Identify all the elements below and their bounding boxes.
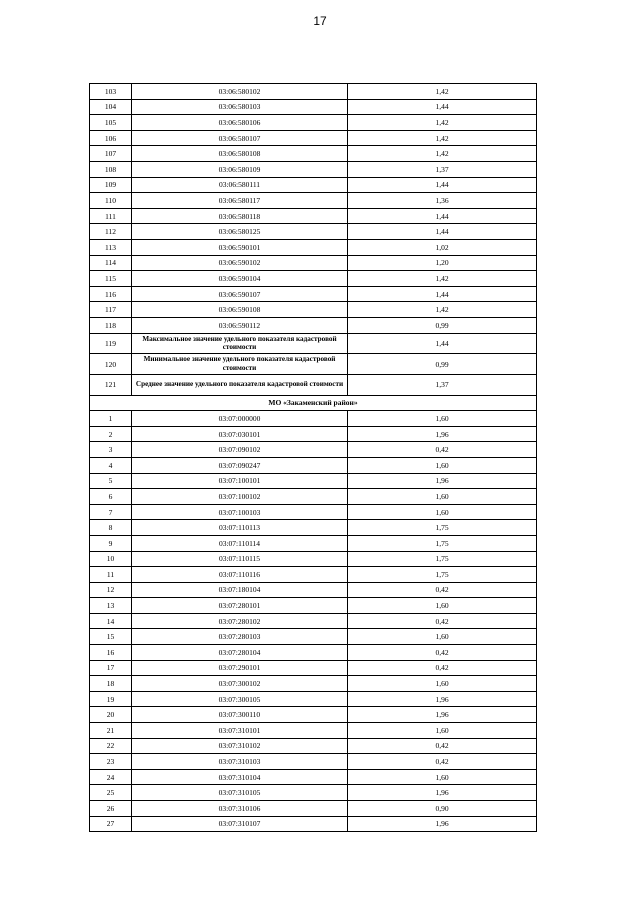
row-number: 120 [90,354,132,375]
table-row [90,504,537,520]
row-number: 16 [90,645,132,661]
cadastral-value: 1,02 [348,239,537,255]
table-row [90,489,537,505]
cadastral-value: 1,44 [348,224,537,240]
cadastral-value: 1,37 [348,161,537,177]
table-row [90,161,537,177]
table-row [90,302,537,318]
cadastral-value: 1,96 [348,785,537,801]
row-number: 111 [90,208,132,224]
cadastral-value: 0,42 [348,738,537,754]
table-row [90,691,537,707]
row-number: 114 [90,255,132,271]
cadastral-value: 1,75 [348,567,537,583]
row-number: 11 [90,567,132,583]
row-number: 8 [90,520,132,536]
cadastral-value: 1,42 [348,84,537,100]
table-row [90,769,537,785]
cadastral-value: 1,96 [348,426,537,442]
table-row [90,645,537,661]
row-number: 106 [90,130,132,146]
summary-row [90,354,537,375]
cadastral-value: 1,96 [348,816,537,832]
row-number: 105 [90,115,132,131]
cadastral-number: 03:06:580125 [132,224,348,240]
table-row [90,598,537,614]
cadastral-number: 03:06:590108 [132,302,348,318]
row-number: 107 [90,146,132,162]
row-number: 7 [90,504,132,520]
row-number: 9 [90,535,132,551]
table-row [90,520,537,536]
row-number: 110 [90,193,132,209]
cadastral-number: 03:07:110113 [132,520,348,536]
cadastral-value: 1,42 [348,146,537,162]
cadastral-value: 1,44 [348,99,537,115]
cadastral-number: 03:07:110116 [132,567,348,583]
row-number: 25 [90,785,132,801]
table-row [90,613,537,629]
table-row [90,224,537,240]
row-number: 4 [90,457,132,473]
cadastral-number: 03:06:580111 [132,177,348,193]
table-row [90,457,537,473]
summary-value: 1,44 [348,333,537,354]
cadastral-value: 1,96 [348,707,537,723]
cadastral-number: 03:07:310102 [132,738,348,754]
table-row [90,255,537,271]
cadastral-value: 0,42 [348,582,537,598]
cadastral-number: 03:07:100103 [132,504,348,520]
row-number: 12 [90,582,132,598]
row-number: 5 [90,473,132,489]
row-number: 1 [90,411,132,427]
table-row [90,317,537,333]
table-row [90,723,537,739]
cadastral-number: 03:07:280104 [132,645,348,661]
row-number: 118 [90,317,132,333]
cadastral-value-table [89,83,537,832]
table-row [90,816,537,832]
cadastral-number: 03:06:590102 [132,255,348,271]
table-row [90,411,537,427]
row-number: 27 [90,816,132,832]
cadastral-number: 03:06:590101 [132,239,348,255]
row-number: 121 [90,374,132,395]
row-number: 113 [90,239,132,255]
cadastral-value: 1,44 [348,286,537,302]
cadastral-value: 0,90 [348,801,537,817]
cadastral-number: 03:07:000000 [132,411,348,427]
cadastral-number: 03:06:580103 [132,99,348,115]
table-row [90,84,537,100]
table-row [90,442,537,458]
cadastral-number: 03:07:280103 [132,629,348,645]
table-row [90,535,537,551]
cadastral-value: 1,42 [348,271,537,287]
row-number: 19 [90,691,132,707]
row-number: 14 [90,613,132,629]
cadastral-value: 1,60 [348,723,537,739]
summary-label: Минимальное значение удельного показателя кадастровой стоимости [132,354,348,375]
cadastral-number: 03:07:310101 [132,723,348,739]
table-row [90,426,537,442]
cadastral-number: 03:07:310107 [132,816,348,832]
cadastral-number: 03:07:310105 [132,785,348,801]
cadastral-value: 0,42 [348,660,537,676]
cadastral-number: 03:07:110114 [132,535,348,551]
page-number: 17 [313,14,327,28]
section-title: МО «Закаменский район» [90,395,537,411]
table-row [90,115,537,131]
summary-row [90,333,537,354]
row-number: 23 [90,754,132,770]
cadastral-number: 03:06:580106 [132,115,348,131]
cadastral-number: 03:06:590107 [132,286,348,302]
table-row [90,271,537,287]
cadastral-number: 03:07:300105 [132,691,348,707]
cadastral-number: 03:07:180104 [132,582,348,598]
cadastral-number: 03:07:030101 [132,426,348,442]
table-row [90,629,537,645]
cadastral-number: 03:06:590112 [132,317,348,333]
cadastral-value: 1,60 [348,676,537,692]
cadastral-number: 03:06:580102 [132,84,348,100]
cadastral-value: 1,75 [348,520,537,536]
cadastral-number: 03:07:110115 [132,551,348,567]
cadastral-number: 03:07:090247 [132,457,348,473]
row-number: 116 [90,286,132,302]
table-row [90,582,537,598]
row-number: 2 [90,426,132,442]
cadastral-value: 1,60 [348,411,537,427]
cadastral-number: 03:07:090102 [132,442,348,458]
cadastral-number: 03:07:280102 [132,613,348,629]
cadastral-number: 03:07:300110 [132,707,348,723]
cadastral-number: 03:06:580117 [132,193,348,209]
summary-value: 1,37 [348,374,537,395]
cadastral-number: 03:06:580109 [132,161,348,177]
row-number: 18 [90,676,132,692]
row-number: 13 [90,598,132,614]
table-row [90,785,537,801]
table-row [90,208,537,224]
summary-label: Максимальное значение удельного показателя кадастровой стоимости [132,333,348,354]
cadastral-number: 03:06:580108 [132,146,348,162]
row-number: 10 [90,551,132,567]
summary-label: Среднее значение удельного показателя кадастровой стоимости [132,374,348,395]
table-body [90,84,537,832]
table-row [90,130,537,146]
cadastral-value: 1,42 [348,302,537,318]
cadastral-value: 0,99 [348,317,537,333]
row-number: 108 [90,161,132,177]
row-number: 104 [90,99,132,115]
cadastral-value: 0,42 [348,754,537,770]
row-number: 119 [90,333,132,354]
cadastral-number: 03:07:290101 [132,660,348,676]
cadastral-value: 1,42 [348,115,537,131]
cadastral-number: 03:06:590104 [132,271,348,287]
cadastral-number: 03:07:100101 [132,473,348,489]
row-number: 17 [90,660,132,676]
row-number: 15 [90,629,132,645]
cadastral-number: 03:06:580107 [132,130,348,146]
cadastral-value: 1,44 [348,208,537,224]
table-row [90,177,537,193]
cadastral-number: 03:07:300102 [132,676,348,692]
row-number: 3 [90,442,132,458]
row-number: 109 [90,177,132,193]
table-row [90,676,537,692]
cadastral-number: 03:07:310103 [132,754,348,770]
cadastral-value: 1,60 [348,598,537,614]
table-row [90,99,537,115]
row-number: 115 [90,271,132,287]
row-number: 112 [90,224,132,240]
table-row [90,567,537,583]
table-row [90,193,537,209]
table-row [90,801,537,817]
cadastral-value: 1,60 [348,457,537,473]
row-number: 24 [90,769,132,785]
cadastral-value: 1,60 [348,489,537,505]
cadastral-value: 0,42 [348,442,537,458]
cadastral-value: 1,44 [348,177,537,193]
cadastral-number: 03:07:280101 [132,598,348,614]
row-number: 20 [90,707,132,723]
cadastral-value: 1,60 [348,769,537,785]
table-row [90,239,537,255]
cadastral-value: 1,96 [348,691,537,707]
row-number: 103 [90,84,132,100]
table-row [90,146,537,162]
cadastral-value: 1,60 [348,629,537,645]
cadastral-value: 0,42 [348,613,537,629]
row-number: 21 [90,723,132,739]
cadastral-number: 03:06:580118 [132,208,348,224]
cadastral-number: 03:07:310104 [132,769,348,785]
table-row [90,551,537,567]
cadastral-number: 03:07:100102 [132,489,348,505]
cadastral-value: 0,42 [348,645,537,661]
table-row [90,707,537,723]
row-number: 117 [90,302,132,318]
table-row [90,660,537,676]
row-number: 26 [90,801,132,817]
table-row [90,754,537,770]
cadastral-value: 1,75 [348,535,537,551]
cadastral-value: 1,36 [348,193,537,209]
cadastral-number: 03:07:310106 [132,801,348,817]
row-number: 6 [90,489,132,505]
cadastral-value: 1,60 [348,504,537,520]
row-number: 22 [90,738,132,754]
cadastral-value: 1,20 [348,255,537,271]
cadastral-value: 1,42 [348,130,537,146]
table-row [90,286,537,302]
summary-value: 0,99 [348,354,537,375]
table-row [90,473,537,489]
cadastral-value: 1,75 [348,551,537,567]
section-header-row [90,395,537,411]
summary-row [90,374,537,395]
table-row [90,738,537,754]
cadastral-value: 1,96 [348,473,537,489]
